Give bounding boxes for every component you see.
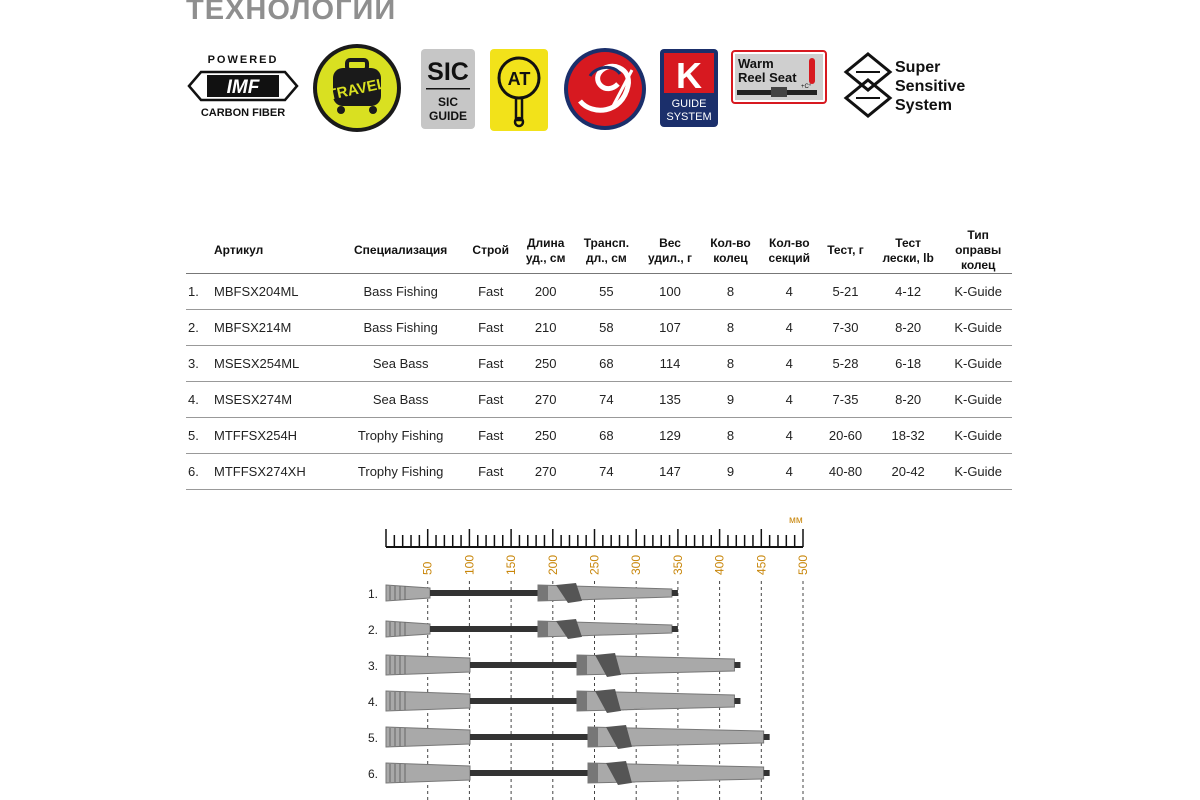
sic-line2: GUIDE <box>428 109 468 123</box>
cell-rings: 9 <box>701 382 759 418</box>
k-guide-system-logo <box>659 48 719 128</box>
scale-label: 450 <box>754 554 769 575</box>
cell-test: 40-80 <box>819 454 872 490</box>
k-guide-line1: GUIDE <box>671 98 707 110</box>
cell-frame: K-Guide <box>944 418 1012 454</box>
cell-transport: 74 <box>574 454 639 490</box>
super-sensitive-system-logo <box>842 50 972 122</box>
blank-section <box>470 698 577 704</box>
cell-article: MTFFSX274XH <box>212 454 337 490</box>
cell-transport: 55 <box>574 274 639 310</box>
travel-text: TRAVEL <box>326 75 388 104</box>
cell-frame: K-Guide <box>944 382 1012 418</box>
col-weight: Вес удил., г <box>639 228 702 274</box>
sss-line2: Sensitive <box>895 78 966 95</box>
cell-action: Fast <box>464 274 517 310</box>
tip-end <box>764 734 770 740</box>
cell-sections: 4 <box>760 346 819 382</box>
reel-lock <box>588 763 598 783</box>
handle-label: 6. <box>368 767 379 781</box>
tip-end <box>672 590 678 596</box>
tip-end <box>734 662 740 668</box>
cell-weight: 147 <box>639 454 702 490</box>
technology-logos <box>0 0 1200 140</box>
warm-reel-seat-logo <box>731 50 827 104</box>
cell-transport: 74 <box>574 382 639 418</box>
handle-label: 2. <box>368 623 379 637</box>
cell-length: 210 <box>517 310 574 346</box>
cell-article: MBFSX204ML <box>212 274 337 310</box>
cell-length: 270 <box>517 454 574 490</box>
cell-spec: Sea Bass <box>337 346 464 382</box>
cell-rings: 8 <box>701 346 759 382</box>
col-number <box>186 228 212 274</box>
cell-test: 5-21 <box>819 274 872 310</box>
k-guide-line2: SYSTEM <box>666 111 712 123</box>
imf-bottom-text: CARBON FIBER <box>200 107 286 119</box>
cell-line: 6-18 <box>872 346 944 382</box>
table-row <box>186 382 1012 418</box>
cell-frame: K-Guide <box>944 310 1012 346</box>
rear-grip <box>386 691 470 711</box>
table-row <box>186 310 1012 346</box>
table-row <box>186 454 1012 490</box>
scale-label: 400 <box>712 554 727 575</box>
cell-weight: 129 <box>639 418 702 454</box>
cell-spec: Bass Fishing <box>337 310 464 346</box>
cell-sections: 4 <box>760 274 819 310</box>
spec-table <box>186 228 1012 490</box>
cell-article: MBFSX214M <box>212 310 337 346</box>
cell-n: 2. <box>186 310 212 346</box>
sic-guide-logo <box>420 48 476 130</box>
scale-label: 50 <box>420 561 435 575</box>
cell-n: 3. <box>186 346 212 382</box>
col-length: Длина уд., см <box>517 228 574 274</box>
tip-end <box>764 770 770 776</box>
cell-test: 7-30 <box>819 310 872 346</box>
handle-label: 4. <box>368 695 379 709</box>
cell-length: 270 <box>517 382 574 418</box>
imf-carbon-fiber-logo <box>187 50 299 122</box>
cell-length: 200 <box>517 274 574 310</box>
cell-sections: 4 <box>760 418 819 454</box>
col-article: Артикул <box>212 228 337 274</box>
spiral-guide-logo <box>562 46 648 132</box>
scale-label: 350 <box>670 554 685 575</box>
blank-section <box>470 734 588 740</box>
blank-section <box>430 626 538 632</box>
cell-action: Fast <box>464 346 517 382</box>
at-text: AT <box>507 69 531 89</box>
cell-transport: 58 <box>574 310 639 346</box>
scale-label: 200 <box>545 554 560 575</box>
cell-spec: Trophy Fishing <box>337 418 464 454</box>
cell-action: Fast <box>464 382 517 418</box>
warm-line2: Reel Seat <box>738 70 797 85</box>
cell-weight: 100 <box>639 274 702 310</box>
at-guide-logo <box>489 48 549 132</box>
cell-test: 20-60 <box>819 418 872 454</box>
blank-section <box>470 770 588 776</box>
cell-weight: 114 <box>639 346 702 382</box>
col-action: Строй <box>464 228 517 274</box>
cell-sections: 4 <box>760 310 819 346</box>
scale-label: 300 <box>629 554 644 575</box>
cell-article: MTFFSX254H <box>212 418 337 454</box>
scale-label: 150 <box>504 554 519 575</box>
cell-length: 250 <box>517 418 574 454</box>
imf-middle-text: IMF <box>226 77 260 98</box>
cell-line: 4-12 <box>872 274 944 310</box>
reel-lock <box>577 655 587 675</box>
cell-n: 6. <box>186 454 212 490</box>
cell-test: 7-35 <box>819 382 872 418</box>
col-test: Тест, г <box>819 228 872 274</box>
ruler-unit: мм <box>789 515 803 526</box>
sic-big-text: SIC <box>427 58 469 86</box>
handle-label: 5. <box>368 731 379 745</box>
cell-line: 8-20 <box>872 382 944 418</box>
table-row <box>186 274 1012 310</box>
cell-spec: Bass Fishing <box>337 274 464 310</box>
cell-rings: 8 <box>701 274 759 310</box>
scale-label: 100 <box>462 554 477 575</box>
cell-transport: 68 <box>574 346 639 382</box>
sss-line3: System <box>895 97 952 114</box>
col-transport: Трансп. дл., см <box>574 228 639 274</box>
tip-end <box>672 626 678 632</box>
col-specialization: Специализация <box>337 228 464 274</box>
reel-lock <box>577 691 587 711</box>
cell-frame: K-Guide <box>944 346 1012 382</box>
warm-unit: +C° <box>801 84 812 90</box>
cell-test: 5-28 <box>819 346 872 382</box>
col-frame: Тип оправы колец <box>944 228 1012 274</box>
cell-action: Fast <box>464 418 517 454</box>
scale-label: 250 <box>587 554 602 575</box>
cell-weight: 107 <box>639 310 702 346</box>
table-row <box>186 346 1012 382</box>
cell-sections: 4 <box>760 454 819 490</box>
cell-frame: K-Guide <box>944 274 1012 310</box>
cell-line: 20-42 <box>872 454 944 490</box>
col-sections: Кол-во секций <box>760 228 819 274</box>
blank-section <box>470 662 577 668</box>
cell-rings: 9 <box>701 454 759 490</box>
cell-article: MSESX274M <box>212 382 337 418</box>
cell-line: 18-32 <box>872 418 944 454</box>
k-letter: K <box>676 55 702 96</box>
cell-line: 8-20 <box>872 310 944 346</box>
cell-n: 1. <box>186 274 212 310</box>
cell-length: 250 <box>517 346 574 382</box>
cell-rings: 8 <box>701 418 759 454</box>
handle-label: 3. <box>368 659 379 673</box>
cell-n: 4. <box>186 382 212 418</box>
table-header-row <box>186 228 1012 274</box>
handle-label: 1. <box>368 587 379 601</box>
col-rings: Кол-во колец <box>701 228 759 274</box>
sss-line1: Super <box>895 59 941 76</box>
tip-end <box>734 698 740 704</box>
scale-label: 500 <box>796 554 810 575</box>
col-line: Тест лески, lb <box>872 228 944 274</box>
table-row <box>186 418 1012 454</box>
rear-grip <box>386 727 470 747</box>
imf-top-text: POWERED <box>207 54 279 66</box>
reel-lock <box>588 727 598 747</box>
rear-grip <box>386 763 470 783</box>
cell-spec: Trophy Fishing <box>337 454 464 490</box>
reel-lock <box>538 621 548 637</box>
rear-grip <box>386 655 470 675</box>
cell-action: Fast <box>464 454 517 490</box>
cell-rings: 8 <box>701 310 759 346</box>
blank-section <box>430 590 538 596</box>
cell-spec: Sea Bass <box>337 382 464 418</box>
cell-action: Fast <box>464 310 517 346</box>
cell-n: 5. <box>186 418 212 454</box>
cell-sections: 4 <box>760 382 819 418</box>
sic-line1: SIC <box>437 95 459 109</box>
travel-logo <box>311 42 403 134</box>
rear-grip <box>386 621 430 637</box>
cell-article: MSESX254ML <box>212 346 337 382</box>
rear-grip <box>386 585 430 601</box>
warm-line1: Warm <box>738 56 774 71</box>
handle-length-diagram <box>0 505 1200 800</box>
page-title: ТЕХНОЛОГИИ <box>186 0 397 26</box>
cell-transport: 68 <box>574 418 639 454</box>
reel-lock <box>538 585 548 601</box>
cell-frame: K-Guide <box>944 454 1012 490</box>
cell-weight: 135 <box>639 382 702 418</box>
